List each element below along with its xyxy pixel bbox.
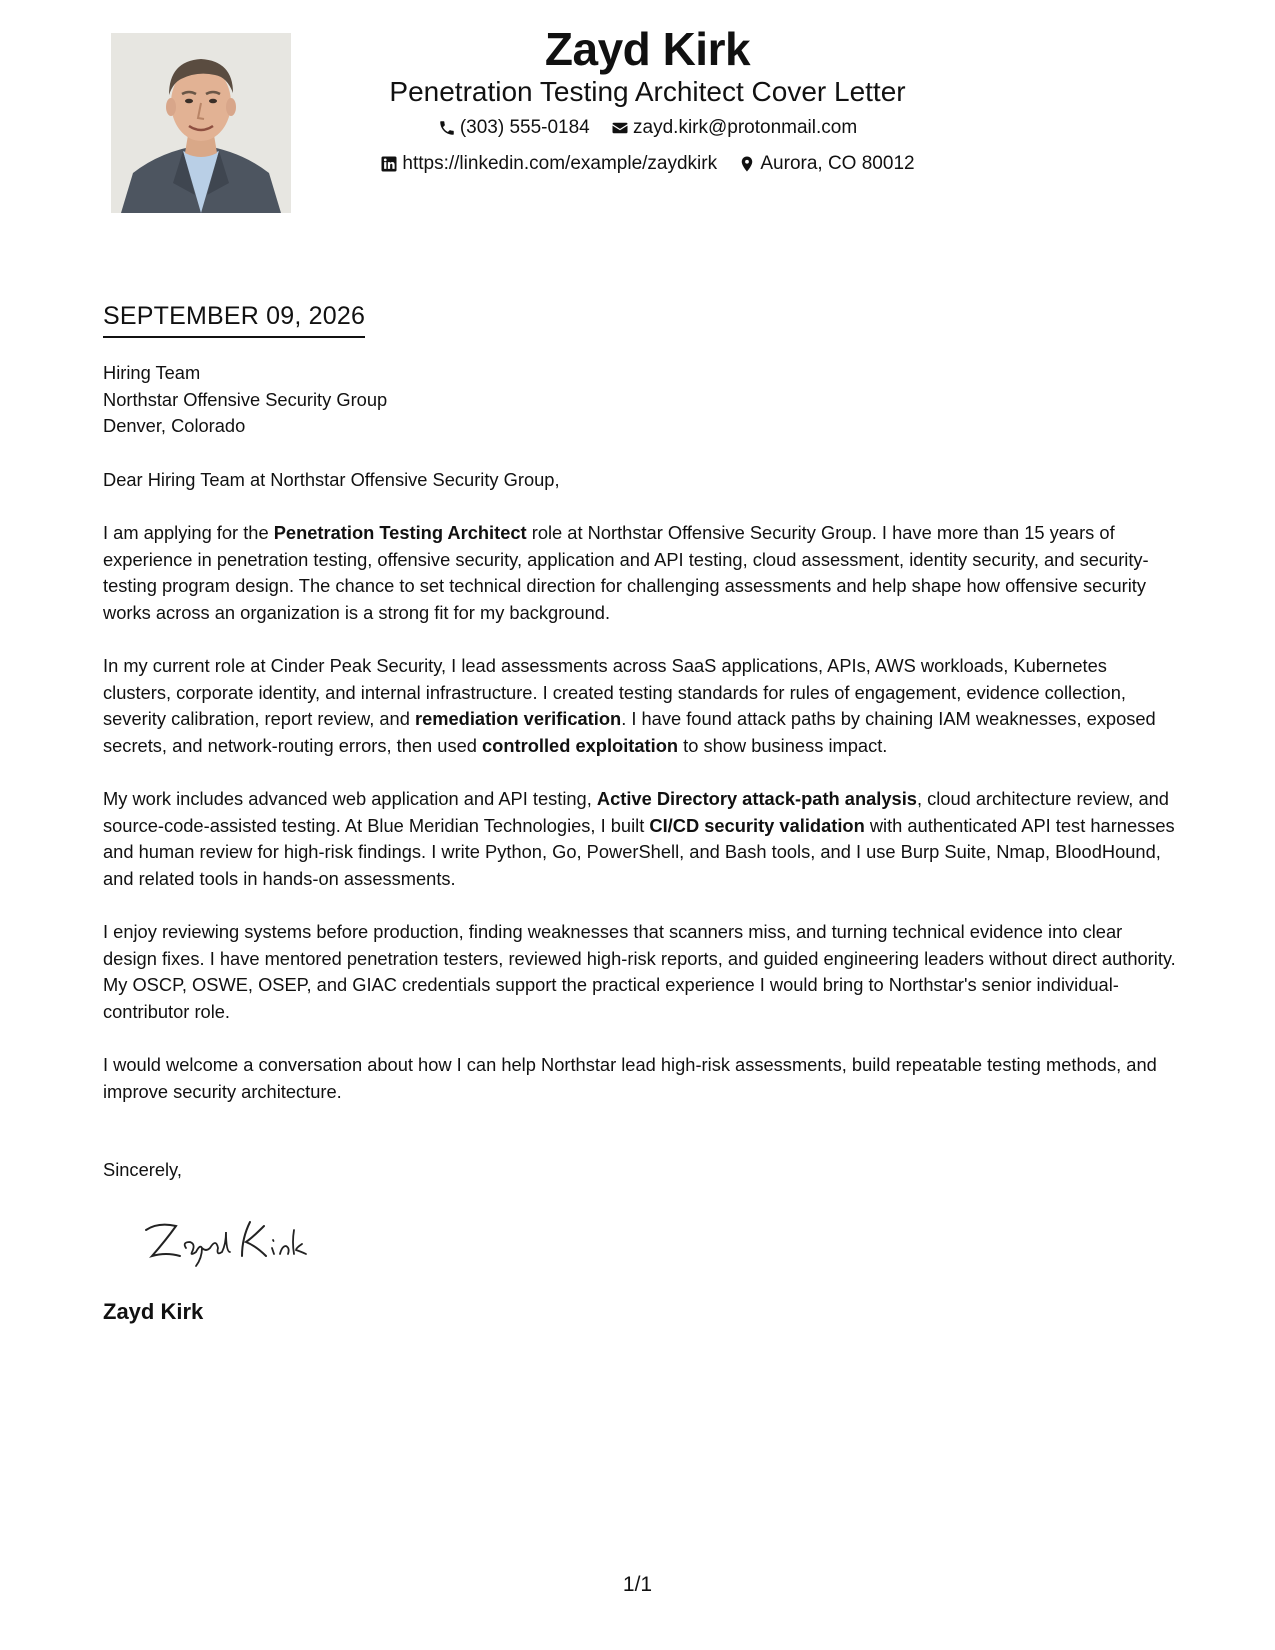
highlight-text: Active Directory attack-path analysis xyxy=(596,788,917,809)
letter-header xyxy=(340,18,955,179)
recipient-line: Hiring Team xyxy=(103,362,201,383)
contact-line-2 xyxy=(340,153,955,179)
closing-line: Sincerely, xyxy=(103,1159,182,1180)
page-number: 1/1 xyxy=(622,1573,653,1596)
handwritten-signature xyxy=(138,1208,378,1278)
email-address[interactable]: zayd.kirk@protonmail.com xyxy=(633,117,858,138)
envelope-icon xyxy=(611,119,629,137)
email-contact xyxy=(611,117,857,139)
signoff-name: Zayd Kirk xyxy=(103,1299,204,1324)
linkedin-contact xyxy=(380,153,717,175)
body-paragraph: My work includes advanced web application and API testing, Active Directory attack-path analysis, cloud architecture review, and source-code-assisted testing. At Blue Meridian Technologies, I built CI/CD security validation with authenticated API test harnesses and human review for high-risk findings. I write Python, Go, PowerShell, and Bash tools, and I use Burp Suite, Nmap, BloodHound, and related tools in hands-on assessments. xyxy=(103,788,1175,889)
recipient-line: Denver, Colorado xyxy=(103,415,246,436)
profile-photo xyxy=(111,33,291,213)
map-pin-icon xyxy=(738,155,756,173)
location-text: Aurora, CO 80012 xyxy=(760,153,915,174)
candidate-name: Zayd Kirk xyxy=(544,23,751,75)
phone-icon xyxy=(438,119,456,137)
letter-body xyxy=(103,360,1178,1184)
body-paragraph: I would welcome a conversation about how I can help Northstar lead high-risk assessments, build repeatable testing methods, and improve security architecture. xyxy=(103,1054,1157,1102)
body-paragraph: In my current role at Cinder Peak Security, I lead assessments across SaaS applications, APIs, AWS workloads, Kubernetes clusters, corporate identity, and internal infrastructure. I created testing standards for rules of engagement, evidence collection, severity calibration, report review, and remediation verification. I have found attack paths by chaining IAM weaknesses, exposed secrets, and network-routing errors, then used controlled exploitation to show business impact. xyxy=(103,655,1156,756)
contact-line-1 xyxy=(340,117,955,143)
linkedin-url[interactable]: https://linkedin.com/example/zaydkirk xyxy=(402,153,718,174)
location-contact xyxy=(738,153,914,175)
highlight-text: remediation verification xyxy=(414,708,622,729)
document-subtitle: Penetration Testing Architect Cover Letter xyxy=(389,76,906,107)
phone-contact xyxy=(438,117,590,139)
highlight-text: Penetration Testing Architect xyxy=(273,522,527,543)
linkedin-icon xyxy=(380,155,398,173)
body-paragraph: I am applying for the Penetration Testing Architect role at Northstar Offensive Security Group. I have more than 15 years of experience in penetration testing, offensive security, application and API testing, cloud assessment, identity security, and security-testing program design. The chance to set technical direction for challenging assessments and help shape how offensive security works across an organization is a strong fit for my background. xyxy=(103,522,1149,623)
phone-number[interactable]: (303) 555-0184 xyxy=(459,117,590,138)
highlight-text: controlled exploitation xyxy=(482,734,679,756)
portrait-photo xyxy=(111,33,291,213)
recipient-line: Northstar Offensive Security Group xyxy=(103,388,388,410)
salutation: Dear Hiring Team at Northstar Offensive Security Group, xyxy=(103,468,560,490)
letter-date: SEPTEMBER 09, 2026 xyxy=(103,300,365,338)
highlight-text: CI/CD security validation xyxy=(649,814,865,836)
body-paragraph: I enjoy reviewing systems before production, finding weaknesses that scanners miss, and turning technical evidence into clear design fixes. I have mentored penetration testers, reviewed high-risk reports, and guided engineering leaders without direct authority. My OSCP, OSWE, OSEP, and GIAC credentials support the practical experience I would bring to Northstar's senior individual-contributor role. xyxy=(103,921,1176,1022)
recipient-block xyxy=(103,360,1178,440)
